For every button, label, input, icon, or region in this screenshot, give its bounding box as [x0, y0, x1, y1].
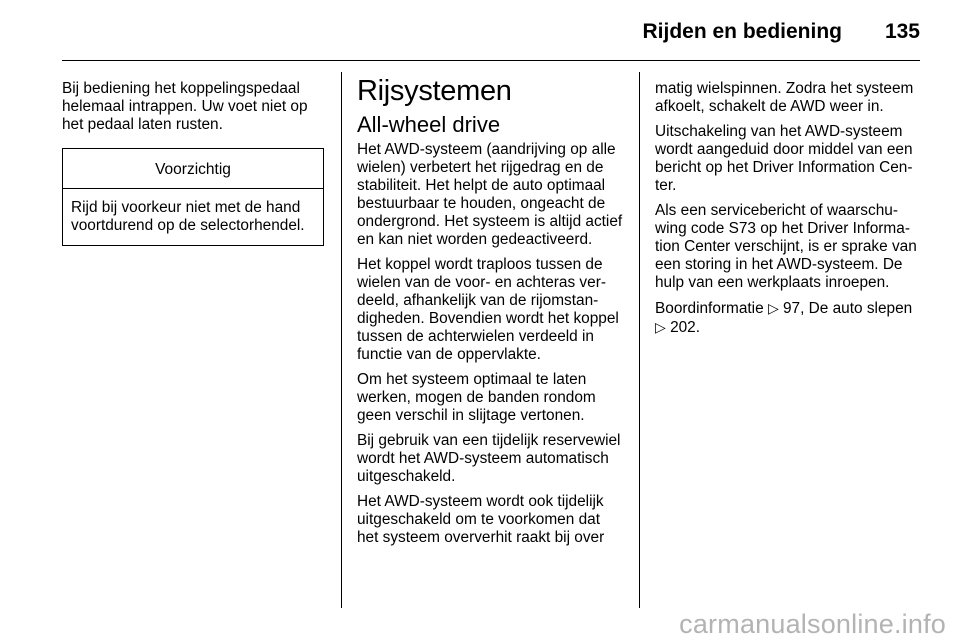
column-2 — [357, 74, 625, 554]
ref-separator: , De auto slepen — [800, 300, 913, 317]
column-3 — [655, 80, 923, 344]
paragraph: Als een servicebericht of waarschuwing code S73 op het Driver Information Center verschijnt, is er sprake van een storing in het AWD-systeem. De hulp van een werkplaats inroepen. — [655, 202, 917, 291]
page-ref-triangle-icon: ▷ — [767, 300, 779, 316]
subsection-heading: All-wheel drive — [357, 112, 501, 137]
paragraph: matig wielspinnen. Zodra het systeem afkoelt, schakelt de AWD weer in. — [655, 80, 914, 115]
page-header — [62, 18, 920, 61]
column-1 — [62, 80, 324, 246]
paragraph: Bij gebruik van een tijdelijk reservewiel wordt het AWD-systeem automatisch uitgeschakeld. — [357, 432, 621, 485]
intro-paragraph: Bij bediening het koppelingspedaal helemaal intrappen. Uw voet niet op het pedaal laten rusten. — [62, 80, 308, 133]
paragraph: Het AWD-systeem wordt ook tijdelijk uitgeschakeld om te voorkomen dat het systeem oververhit raakt bij over — [357, 493, 605, 546]
paragraph: Het koppel wordt traploos tussen de wielen van de voor- en achteras verdeeld, afhankelijk van de rijomstandigheden. Bovendien wordt het koppel tussen de achterwielen verdeeld in functie van de oppervlakte. — [357, 256, 619, 363]
section-heading: Rijsystemen — [357, 75, 512, 107]
ref-page-2: 202. — [670, 319, 701, 336]
column-divider-1 — [341, 72, 342, 608]
ref-page-1: 97 — [783, 300, 801, 317]
page-number: 135 — [884, 20, 920, 43]
chapter-title: Rijden en bediening — [642, 20, 842, 43]
paragraph: Om het systeem optimaal te laten werken, mogen de banden rondom geen verschil in slijtage vertonen. — [357, 371, 596, 424]
page-ref-triangle-icon: ▷ — [655, 319, 666, 335]
paragraph: Uitschakeling van het AWD-systeem wordt aangeduid door middel van een bericht op het Driver Information Center. — [655, 123, 913, 194]
ref-text: Boordinformatie — [655, 300, 764, 317]
caution-title: Voorzichtig — [63, 149, 323, 189]
cross-reference — [655, 299, 923, 337]
paragraph: Het AWD-systeem (aandrijving op alle wielen) verbetert het rijgedrag en de stabiliteit. Het helpt de auto optimaal bestuurbaar te houden, ongeacht de ondergrond. Het systeem is altijd actief en kan niet worden gedeactiveerd. — [357, 141, 623, 248]
caution-body: Rijd bij voorkeur niet met de hand voortdurend op de selectorhendel. — [71, 199, 305, 234]
caution-box — [62, 148, 324, 246]
watermark: carmanualsonline.info — [679, 609, 946, 639]
column-divider-2 — [639, 72, 640, 608]
